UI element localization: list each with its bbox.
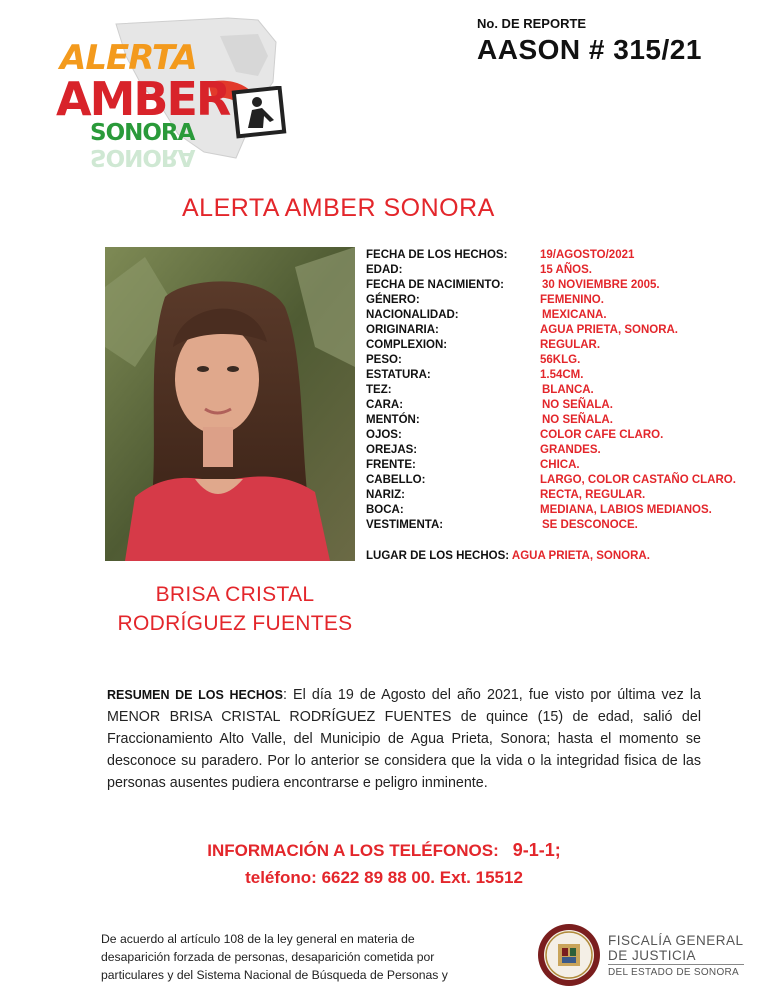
place-of-events [366,550,650,562]
summary-text: : El día 19 de Agosto del año 2021, fue visto por última vez la MENOR BRISA CRISTAL RODRÍGUEZ FUENTES de quince (15) de edad, salió del Fraccionamiento Alto Valle, del Municipio de Agua Prieta, Sonora; hasta el momento se desconoce su paradero. Por lo anterior se considera que la vida o la integridad fisica de las personas ausentes pudiera encontrarse e peligro inminente. [107,687,701,791]
report-number: AASON # 315/21 [477,34,702,65]
place-value: AGUA PRIETA, SONORA. [511,550,650,562]
logo-sonora-text: SONORA [90,120,195,146]
logo-sonora-reflection: SONORA [90,144,195,170]
report-number-label: No. DE REPORTE [477,16,587,31]
fiscalia-line-1: FISCALÍA GENERAL [608,933,744,948]
legal-line: desaparición forzada de personas, desaparición cometida por [101,950,435,964]
legal-line: De acuerdo al artículo 108 de la ley general en materia de [101,932,415,946]
logo-amber-text: AMBER [56,72,230,126]
missing-person-name [90,580,380,638]
fiscalia-wordmark [608,933,744,979]
logo-alerta-text: ALERTA [60,38,197,78]
portrait-image [105,247,355,561]
legal-line: particulares y del Sistema Nacional de Búsqueda de Personas y [101,968,448,982]
page-title: ALERTA AMBER SONORA [182,194,495,222]
missing-person-photo [105,247,355,561]
emergency-number: 9-1-1; [512,840,561,860]
place-label: LUGAR DE LOS HECHOS: [366,550,510,562]
fiscalia-line-2: DE JUSTICIA [608,948,697,963]
name-line-1: BRISA CRISTAL [155,583,315,606]
summary-paragraph [107,684,701,794]
summary-label: RESUMEN DE LOS HECHOS [107,688,283,702]
fiscalia-seal-icon [536,922,602,988]
fiscalia-line-3: DEL ESTADO DE SONORA [608,964,744,979]
alerta-amber-logo [48,8,298,178]
contact-phones-line [0,840,768,861]
contact-phone-number: teléfono: 6622 89 88 00. Ext. 15512 [245,868,523,887]
person-photo-icon [230,86,288,140]
legal-notice [101,930,501,984]
contact-label: INFORMACIÓN A LOS TELÉFONOS: [207,841,499,860]
name-line-2: RODRÍGUEZ FUENTES [117,612,353,635]
